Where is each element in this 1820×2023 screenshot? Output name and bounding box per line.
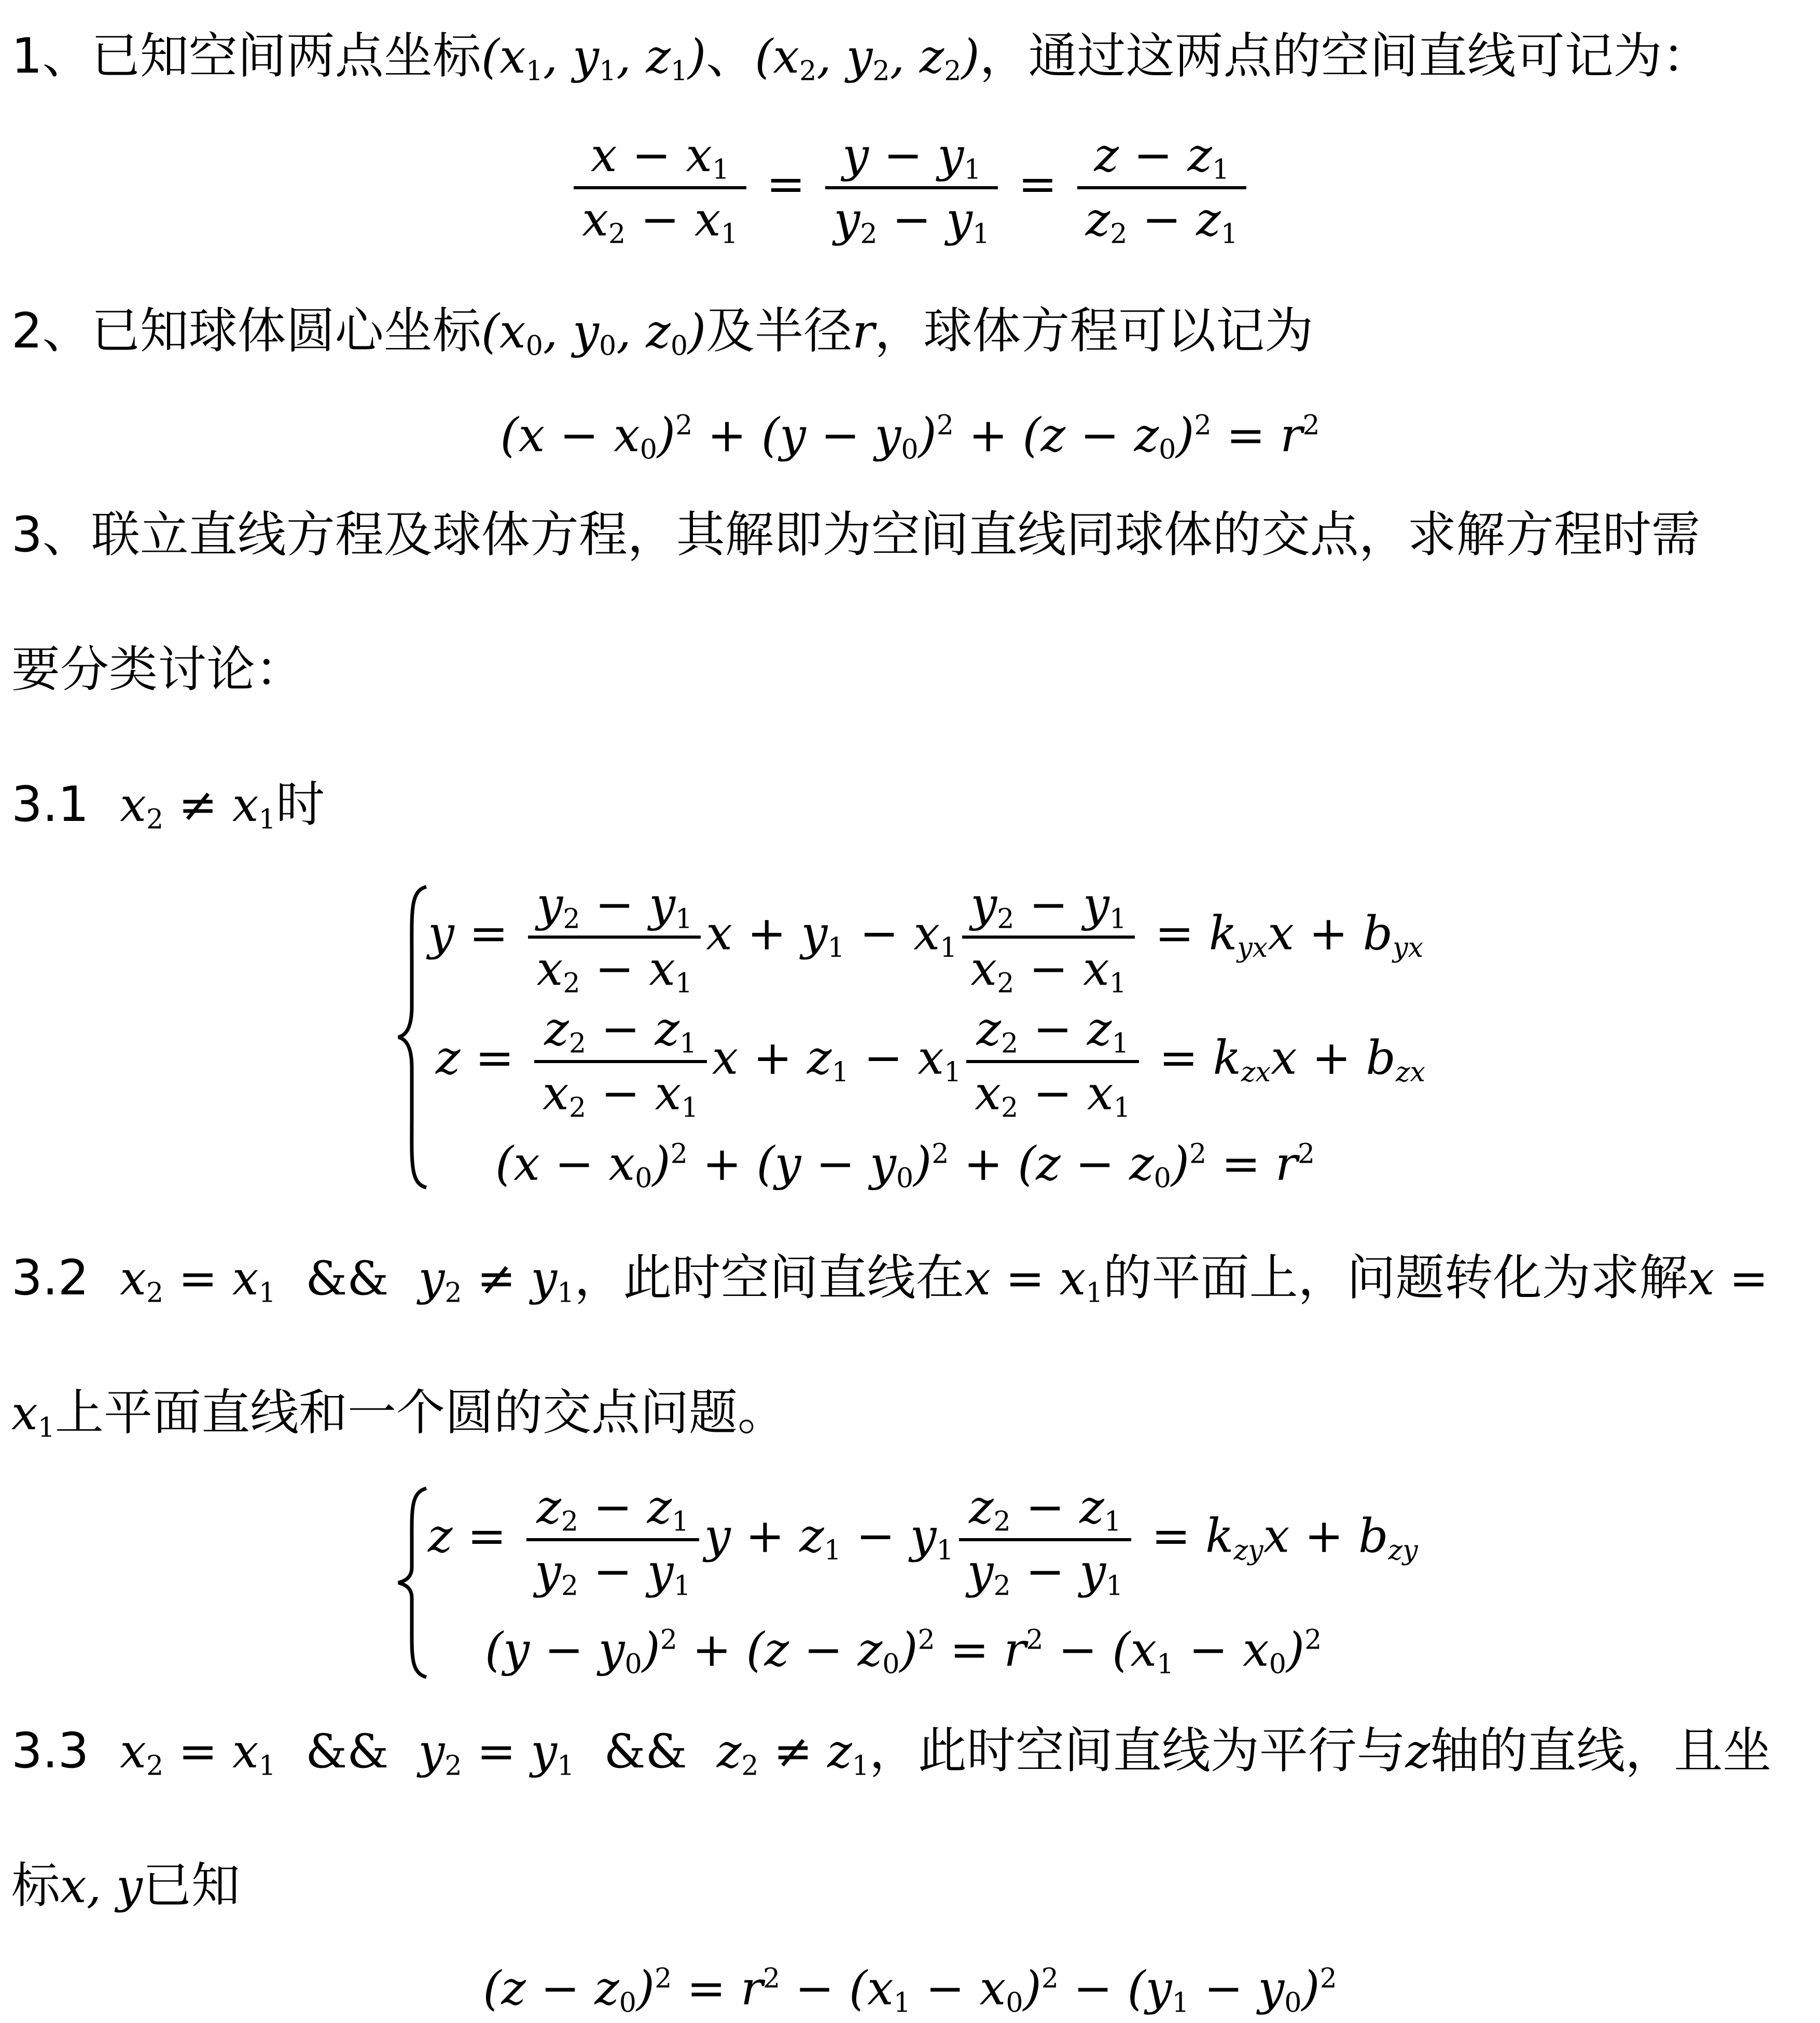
p2-text-before: 2、已知球体圆心坐标 [11, 303, 481, 359]
case-3-1-suffix: 时 [275, 776, 325, 833]
p2-text-middle: 及半径 [706, 303, 853, 359]
p2-radius: r [852, 304, 875, 359]
case-3-3-line-2-vars: x, y [60, 1859, 143, 1914]
case-3-3-condition: $x_2 = x_1$ && $y_2 = y_1$ && $z_2 \ne z_1$ [120, 1724, 869, 1782]
p1-text-after: ，通过这两点的空间直线可记为： [979, 28, 1711, 85]
line-eq-frac-x: $\frac{x - x_1}{x_2 - x_1}$ [574, 132, 746, 243]
case-3-3-label: 3.3 [11, 1723, 89, 1779]
case-3-2-row-circle: $(y - y_0)^2 + (z - z_0)^2 = r^2 - (x_1 - x_0)^2$ [485, 1623, 1322, 1680]
case-3-1-label: 3.1 [11, 776, 89, 833]
case-3-3-axis: z [1405, 1724, 1430, 1779]
p1-separator: 、 [706, 28, 755, 85]
case-3-2-system [394, 1480, 1432, 1681]
case-3-2-line-2-text: 上平面直线和一个圆的交点问题。 [54, 1385, 786, 1441]
case-3-3-line-2-pre: 标 [11, 1858, 61, 1914]
line-eq-frac-y: $\frac{y - y_1}{y_2 - y_1}$ [825, 132, 998, 243]
case-3-1-row-sphere: $(x - x_0)^2 + (y - y_0)^2 + (z - z_0)^2 = r^2$ [495, 1137, 1315, 1194]
case-3-3-text-2: 轴的直线，且坐 [1430, 1723, 1772, 1779]
p1-point-2: ($x_2$, $y_2$, $z_2$) [755, 30, 980, 87]
case-3-2-condition: $x_2 = x_1$ && $y_2 \ne y_1$ [120, 1251, 575, 1309]
case-3-3-equation: $(z - z_0)^2 = r^2 - (x_1 - x_0)^2 - (y_1 - y_0)^2$ [483, 1961, 1337, 2019]
case-3-1-row-y: y = $\frac{y_2 - y_1}{x_2 - x_1}$ $x + y_1 - x_1$ $\frac{y_2 - y_1}{x_2 - x_1}$ = $k_{yx}x + b_{yx}$ [428, 877, 1424, 999]
case-3-3-line-2 [11, 1858, 240, 1914]
case-3-2-line-2 [11, 1385, 786, 1444]
case-3-3-heading [11, 1723, 1772, 1782]
sphere-equation: $(x - x_0)^2 + (y - y_0)^2 + (z - z_0)^2 = r^2$ [500, 408, 1320, 466]
case-3-2-row-z: z = $\frac{z_2 - z_1}{y_2 - y_1}$ $y + z_1 - y_1$ $\frac{z_2 - z_1}{y_2 - y_1}$ = $k_{zy}x + b_{zy}$ [428, 1480, 1418, 1602]
case-3-3-text-1: ，此时空间直线为平行与 [869, 1723, 1406, 1779]
case-3-2-label: 3.2 [11, 1250, 89, 1306]
p2-text-after: ，球体方程可以记为 [874, 303, 1314, 359]
paragraph-3-line-1: 3、联立直线方程及球体方程，其解即为空间直线同球体的交点，求解方程时需 [11, 507, 1700, 563]
case-3-2-text-2: 的平面上，问题转化为求解 [1103, 1250, 1688, 1306]
case-3-2-text-1: ，此时空间直线在 [574, 1250, 965, 1306]
p1-text-before: 1、已知空间两点坐标 [11, 28, 481, 85]
case-3-1-heading [11, 776, 325, 835]
case-3-2-plane: $x = x_1$ [964, 1251, 1103, 1309]
case-3-1-system [394, 877, 1432, 1194]
case-3-1-row-z: z = $\frac{z_2 - z_1}{x_2 - x_1}$ $x + z_1 - x_1$ $\frac{z_2 - z_1}{x_2 - x_1}$ = $k_{zx}x + b_{zx}$ [436, 1002, 1425, 1124]
case-3-2-heading [11, 1250, 1769, 1309]
paragraph-3-line-2: 要分类讨论： [11, 641, 304, 698]
line-equation: $\frac{x - x_1}{x_2 - x_1}$ = $\frac{y - y_1}{y_2 - y_1}$ = $\frac{z - z_1}{z_2 - z_1}$ [0, 132, 1820, 243]
case-3-1-condition: $x_2 \ne x_1$ [120, 778, 276, 835]
p1-point-1: ($x_1$, $y_1$, $z_1$) [481, 30, 706, 87]
case-3-2-expr-tail: x = [1688, 1251, 1769, 1306]
paragraph-2 [11, 303, 1314, 362]
case-3-2-line-2-var: $x_1$ [11, 1386, 55, 1444]
p2-center: ($x_0$, $y_0$, $z_0$) [481, 304, 706, 362]
case-3-3-line-2-post: 已知 [142, 1858, 240, 1914]
line-eq-frac-z: $\frac{z - z_1}{z_2 - z_1}$ [1077, 132, 1246, 243]
paragraph-1 [11, 28, 1711, 87]
